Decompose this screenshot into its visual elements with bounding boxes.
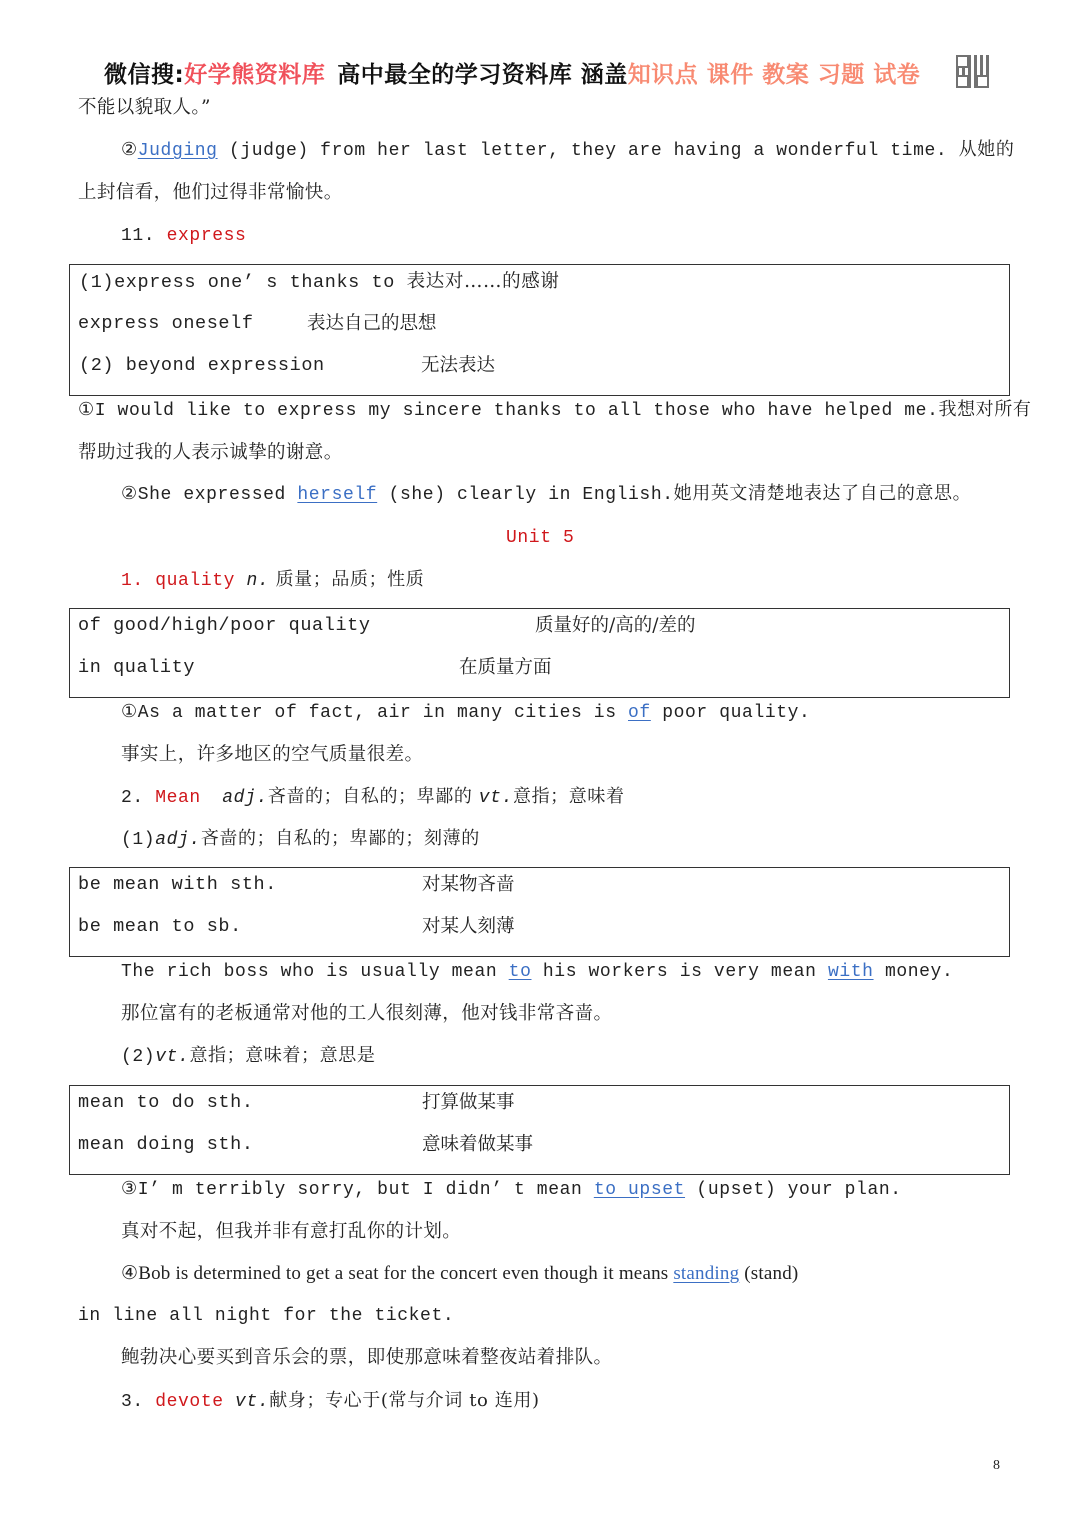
keyword-quality: quality [155,571,236,591]
paragraph-continued: 不能以貌取人。” [78,97,211,118]
example-text: poor quality. [650,703,811,723]
banner-topics: 知识点 课件 教案 习题 试卷 [627,61,921,88]
item-number: 3. [121,1392,156,1412]
definition: 意指；意味着 [512,786,625,807]
answer-with: with [827,962,874,982]
phrase-en: mean to do sth. [78,1092,254,1113]
phrase-cn: 对某物吝啬 [422,874,515,895]
unit-heading: Unit 5 [506,528,575,548]
phrase-cn: 打算做某事 [422,1092,515,1113]
example-judging [121,139,1014,163]
part-of-speech: n. [246,571,270,591]
sub-heading-mean-vt [121,1044,375,1069]
banner-brand: 好学熊资料库 [184,61,326,88]
keyword-mean: Mean [155,788,201,808]
sub-label: (1) [121,830,156,850]
example-text: his workers is very mean [531,962,828,982]
example-text: The rich boss who is usually mean [121,962,509,982]
phrase-row [79,270,559,295]
example-mean-boss-translation: 那位富有的老板通常对他的工人很刻薄，他对钱非常吝啬。 [121,1003,613,1024]
item-heading-devote [121,1389,540,1414]
example-text: ③I’ m terribly sorry, but I didn’ t mean [121,1180,594,1200]
keyword-devote: devote [155,1392,224,1412]
phrase-row [79,354,325,378]
example-judging-translation: 上封信看，他们过得非常愉快。 [78,182,343,203]
promo-banner [104,54,994,90]
example-text: ①As a matter of fact, air in many cities is [121,703,629,723]
phrase-cn: 对某人刻薄 [422,916,515,937]
answer-of: of [628,703,651,723]
answer-to-upset: to upset [593,1180,686,1200]
example-express-1: ①I would like to express my sincere thanks to all those who have helped me.我想对所有 [78,401,1032,421]
example-mean-4 [121,1262,798,1286]
phrase-cn: 无法表达 [421,355,496,376]
phrase-en: of good/high/poor quality [78,615,371,636]
phrase-en: be mean to sb. [78,916,242,937]
phrase-row [78,312,254,336]
part-of-speech: vt. [235,1392,270,1412]
definition: 吝啬的；自私的；卑鄙的 [267,786,479,807]
phrase-en: mean doing sth. [78,1134,254,1155]
example-mean-boss [121,960,953,984]
example-quality-1-translation: 事实上，许多地区的空气质量很差。 [121,744,424,765]
phrase-box-quality [69,608,1010,698]
item-heading-express [121,224,246,248]
phrase-cn: 意味着做某事 [422,1134,534,1155]
definition: 意指；意味着；意思是 [189,1045,376,1066]
example-quality-1 [121,701,810,725]
item-number: 2. [121,788,156,808]
example-text: (judge) from her last letter, they are having a wonderful time. 从她的 [217,141,1015,161]
example-mean-4-continued: in line all night for the ticket. [78,1306,455,1326]
example-mean-3 [121,1178,902,1202]
example-text: money. [873,962,954,982]
example-mean-4-translation: 鲍勃决心要买到音乐会的票，即使那意味着整夜站着排队。 [121,1347,613,1368]
phrase-box-mean-vt [69,1085,1010,1175]
item-heading-quality [121,568,424,593]
item-number: 11. [121,226,167,246]
phrase-en: (1)express one’ s thanks to [79,272,395,293]
answer-standing: standing [673,1263,740,1284]
part-of-speech: vt. [155,1047,190,1067]
phrase-en: express oneself [78,313,254,334]
example-text: ④Bob is determined to get a seat for the concert even though it means [121,1263,674,1284]
part-of-speech: vt. [478,788,513,808]
example-mean-3-translation: 真对不起，但我并非有意打乱你的计划。 [121,1221,462,1242]
example-marker: ② [121,141,138,161]
example-express-2 [121,483,971,507]
answer-judging: Judging [137,141,218,161]
keyword-express: express [166,226,247,246]
example-text: (upset) your plan. [685,1180,902,1200]
answer-to: to [508,962,532,982]
part-of-speech: adj. [222,788,268,808]
phrase-en: (2) beyond expression [79,355,325,376]
example-text: ②She expressed [121,485,298,505]
phrase-cn: 表达对……的感谢 [406,271,560,292]
banner-prefix: 微信搜: [104,61,185,88]
banner-middle: 高中最全的学习资料库 涵盖 [337,61,628,88]
example-text: (she) clearly in English.她用英文清楚地表达了自己的意思。 [377,485,972,505]
phrase-box-mean-adj [69,867,1010,957]
answer-herself: herself [297,485,378,505]
phrase-en: be mean with sth. [78,874,277,895]
sub-heading-mean-adj [121,827,480,852]
page-number: 8 [993,1458,1000,1473]
definition: 献身；专心于(常与介词 to 连用) [269,1390,540,1411]
example-express-1-translation: 帮助过我的人表示诚挚的谢意。 [78,442,343,463]
sub-label: (2) [121,1047,156,1067]
part-of-speech: adj. [155,830,201,850]
phrase-box-express [69,264,1010,396]
definition: 质量；品质；性质 [269,569,425,590]
phrase-en: in quality [78,657,196,678]
phrase-cn: 质量好的/高的/差的 [535,615,696,636]
phrase-cn: 在质量方面 [459,657,552,678]
item-heading-mean [121,785,625,810]
item-number: 1. [121,571,156,591]
qr-code-icon [956,55,989,88]
example-text: (stand) [739,1263,799,1284]
phrase-cn: 表达自己的思想 [307,313,437,334]
definition: 吝啬的；自私的；卑鄙的；刻薄的 [200,828,480,849]
